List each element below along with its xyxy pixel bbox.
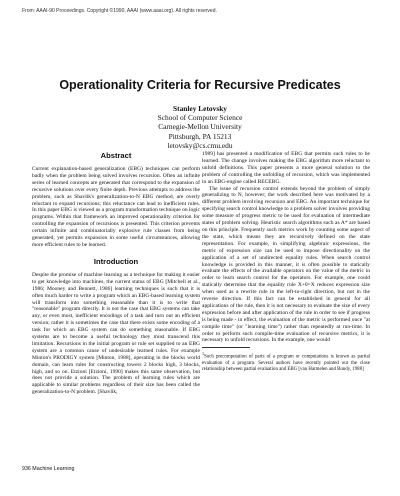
- footnote-text: Such precomputation of parts of a program or computations is known as partial evaluation of a program. Several authors have recently pointed out the close relationship between partial evaluation and EBG [van Harmelen and Bundy, 1988]: [202, 355, 370, 373]
- paper-title: Operationality Criteria for Recursive Predicates: [59, 78, 341, 92]
- page-footer: 936 Machine Learning: [22, 466, 75, 472]
- introduction-text: Despite the promise of machine learning as a technique for making it easier to get knowledge into machines, the current status of EBG [Mitchell et al., 1986; Mooney and Bennett, 1986] learning techniques is such that it is often much harder to write a program which an EBG-based learning system will transform into something reasonable than it is to write that "reasonable" program directly. It is not the case that EBG systems can take any, or even most, inefficient encodings of a task and turn out an efficient version; rather it is sometimes the case that there exists some encoding of a task for which an EBG system can do something reasonable. If EBG systems are to become a useful technology they must transcend this limitation. Recursions in the initial program or rule set supplied to an EBG system are a common cause of undesirable learned rules. For example Minton's PRODIGY system [Minton, 1988], operating in the blocks world domain, can learn rules for constructing towers 2 blocks high, 3 blocks, high, and so on. Etzioni [Etzioni, 1990] makes this same observation, but does not provide a solution. The problem of learning rules which are applicable to similar problems regardless of their size has been called the generalization-to-N problem. [Shavlik,: [32, 271, 200, 396]
- abstract-heading: Abstract: [100, 151, 132, 160]
- author-email: letovsky@cs.cmu.edu: [167, 140, 233, 150]
- affiliation-line: Pittsburgh, PA 15213: [168, 131, 232, 141]
- abstract-text: Current explanation-based generalization (EBG) techniques can perform badly when the problem being solved involves recursion. Often an infinite series of learned concepts are generated that correspond to the expansion of recursive solutions over every finite depth. Previous attempts to address the problem, such as Shavlik's generalization-to-N EBG method, are overly reluctant to expand recursions; this reluctance can lead to inefficient rules. In this paper EBG is viewed as a program transformation technique on logic programs. Within that framework an improved operationality criterion for controlling the expansion of recursions is presented. This criterion prevents certain infinite and combinatorially explosive rule classes from being generated, yet permits expansion in some useful circumstances, allowing more efficient rules to be learned.: [32, 166, 200, 248]
- footnote: [202, 351, 370, 373]
- footnote-divider: [202, 347, 250, 348]
- title-block: [0, 78, 400, 150]
- footnote-marker: 1: [202, 351, 205, 357]
- left-column: [32, 151, 200, 396]
- copyright-notice: From: AAAI-90 Proceedings. Copyright ©1990, AAAI (www.aaai.org). All rights reserved.: [22, 8, 217, 14]
- right-column: [202, 151, 370, 373]
- author-name: Stanley Letovsky: [173, 104, 227, 113]
- body-paragraph: 1989] has presented a modification of EBG that permits such rules to be learned. The change involves making the EBG algorithm more reluctant to unfold definitions. This paper presents a more general solution to the problem of controlling the unfolding of recursion, which was implemented in an EBG-engine called RECEBG.: [202, 151, 370, 185]
- affiliation-line: Carnegie-Mellon University: [158, 122, 242, 132]
- affiliation-line: School of Computer Science: [157, 113, 243, 123]
- introduction-heading: Introduction: [93, 256, 139, 266]
- body-paragraph: The issue of recursion control extends beyond the problem of simply generalizing to N, however; the work described here was motivated by a different problem involving recursion and EBG. An important technique for specifying search control knowledge to a problem solver involves providing some measure of progress metric to be used for evaluation of intermediate states of problem solving. Heuristic search algorithms such as A* are based on this principle. Frequently such metrics work by counting some aspect of the state, which means they are recursively defined on the state representation. For example, in simplifying algebraic expressions, the metric of expression size can be used to impose directionality on the application of a set of undirected equality rules. When search control knowledge is provided in this manner, it is often possible to statically evaluate the effects of the available operators on the value of the metric in order to learn search control for the operators. For example, one could statically determine that the equality rule X+0=X reduces expression size when used as a rewrite rule in the left-to-right direction, but not in the reverse direction. If this fact can be established in general for all applications of the rule, then it is not necessary to evaluate the size of every expression before and after application of the rule in order to see if progress is being made - in effect, the evaluation of the metric is performed once "at compile time" (or "learning time") rather than repeatedly at run-time. In order to perform such compile-time evaluation of recursive metrics, it is necessary to unfold recursions. In the example, one would: [202, 185, 370, 344]
